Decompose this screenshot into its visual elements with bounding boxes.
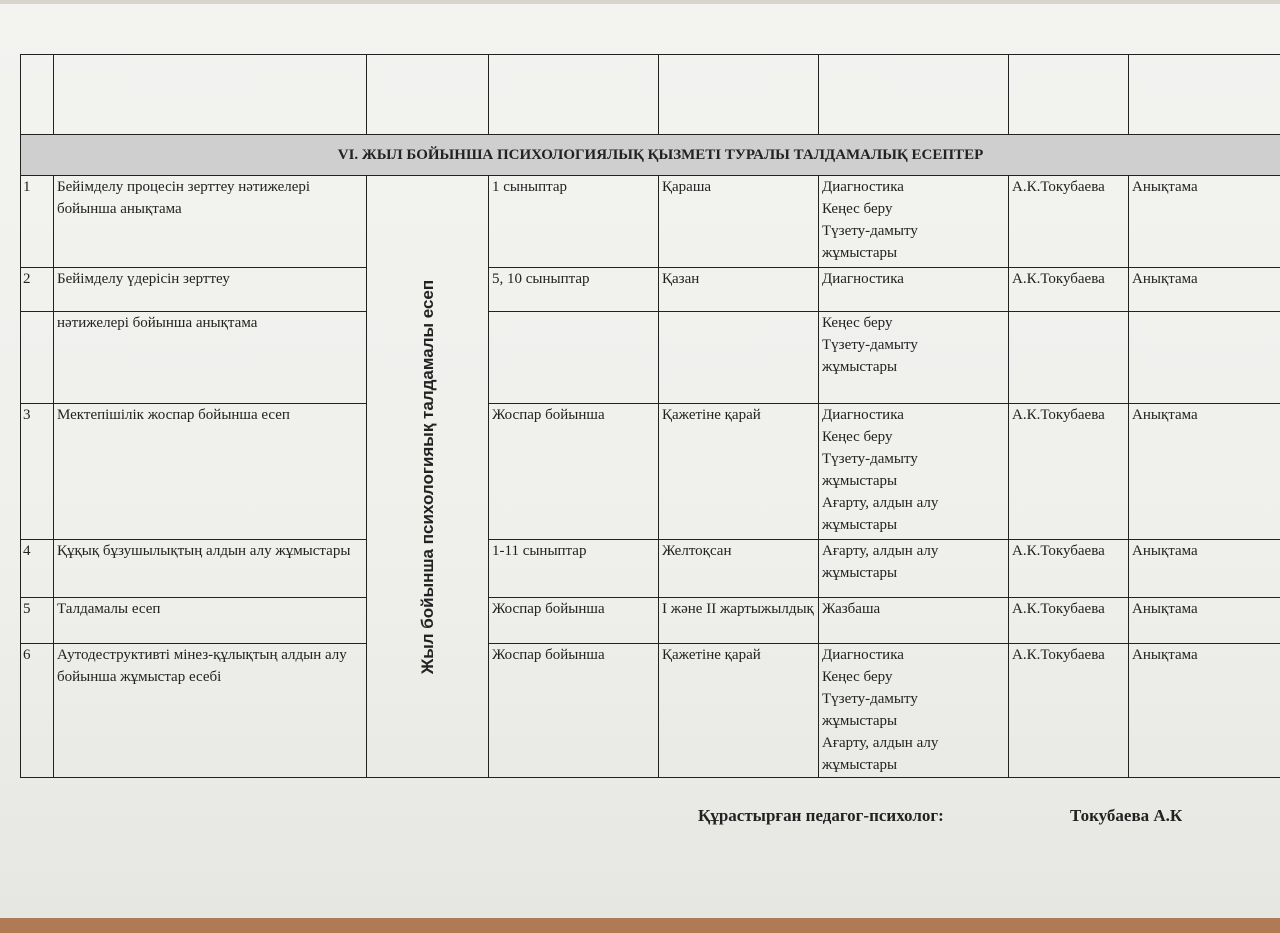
vertical-label-cell <box>367 176 489 778</box>
responsible <box>1009 312 1129 404</box>
row-number: 4 <box>21 540 54 598</box>
result <box>1129 312 1280 404</box>
result: Анықтама <box>1129 268 1280 312</box>
report-table <box>20 54 1280 778</box>
row-number: 5 <box>21 598 54 644</box>
task-name: Мектепішілік жоспар бойынша есеп <box>54 404 367 540</box>
responsible: А.К.Токубаева <box>1009 176 1129 268</box>
paper-top-edge <box>0 0 1280 4</box>
target-group: Жоспар бойынша <box>489 644 659 778</box>
row-number: 1 <box>21 176 54 268</box>
deadline: Желтоқсан <box>659 540 819 598</box>
section-header-row <box>21 135 1280 176</box>
row-number: 2 <box>21 268 54 312</box>
row-number <box>21 312 54 404</box>
row-number: 6 <box>21 644 54 778</box>
responsible: А.К.Токубаева <box>1009 644 1129 778</box>
task-name: Бейімделу процесін зерттеу нәтижелері бойынша анықтама <box>54 176 367 268</box>
work-forms: Диагностика Кеңес беру Түзету-дамыту жұмыстары Ағарту, алдын алу жұмыстары <box>819 404 1009 540</box>
responsible: А.К.Токубаева <box>1009 404 1129 540</box>
footer-name: Токубаева А.К <box>1070 806 1183 825</box>
work-forms: Жазбаша <box>819 598 1009 644</box>
table-row <box>21 598 1280 644</box>
empty-top-row <box>21 55 1280 135</box>
result: Анықтама <box>1129 540 1280 598</box>
vertical-label: Жыл бойынша психологияық талдамалы есеп <box>417 279 437 674</box>
task-name: Аутодеструктивті мінез-құлықтың алдын алу бойынша жұмыстар есебі <box>54 644 367 778</box>
target-group: Жоспар бойынша <box>489 404 659 540</box>
responsible: А.К.Токубаева <box>1009 540 1129 598</box>
task-name: Бейімделу үдерісін зерттеу <box>54 268 367 312</box>
work-forms: Диагностика <box>819 268 1009 312</box>
deadline <box>659 312 819 404</box>
footer-label: Құрастырған педагог-психолог: <box>698 806 944 825</box>
target-group <box>489 312 659 404</box>
desk-surface <box>0 918 1280 933</box>
work-forms: Кеңес беру Түзету-дамыту жұмыстары <box>819 312 1009 404</box>
result: Анықтама <box>1129 404 1280 540</box>
target-group: 5, 10 сыныптар <box>489 268 659 312</box>
work-forms: Диагностика Кеңес беру Түзету-дамыту жұмыстары Ағарту, алдын алу жұмыстары <box>819 644 1009 778</box>
deadline: Қараша <box>659 176 819 268</box>
section-title: VI. ЖЫЛ БОЙЫНША ПСИХОЛОГИЯЛЫҚ ҚЫЗМЕТІ ТУРАЛЫ ТАЛДАМАЛЫҚ ЕСЕПТЕР <box>21 135 1280 176</box>
table-row <box>21 312 1280 404</box>
deadline: Қажетіне қарай <box>659 644 819 778</box>
deadline: I және II жартыжылдық <box>659 598 819 644</box>
target-group: Жоспар бойынша <box>489 598 659 644</box>
table-row <box>21 404 1280 540</box>
target-group: 1 сыныптар <box>489 176 659 268</box>
deadline: Қажетіне қарай <box>659 404 819 540</box>
table-row <box>21 268 1280 312</box>
task-name: нәтижелері бойынша анықтама <box>54 312 367 404</box>
work-forms: Диагностика Кеңес беру Түзету-дамыту жұмыстары <box>819 176 1009 268</box>
result: Анықтама <box>1129 176 1280 268</box>
task-name: Құқық бұзушылықтың алдын алу жұмыстары <box>54 540 367 598</box>
responsible: А.К.Токубаева <box>1009 268 1129 312</box>
result: Анықтама <box>1129 644 1280 778</box>
task-name: Талдамалы есеп <box>54 598 367 644</box>
work-forms: Ағарту, алдын алу жұмыстары <box>819 540 1009 598</box>
table-row <box>21 540 1280 598</box>
result: Анықтама <box>1129 598 1280 644</box>
responsible: А.К.Токубаева <box>1009 598 1129 644</box>
deadline: Қазан <box>659 268 819 312</box>
row-number: 3 <box>21 404 54 540</box>
target-group: 1-11 сыныптар <box>489 540 659 598</box>
table-row <box>21 644 1280 778</box>
table-row <box>21 176 1280 268</box>
